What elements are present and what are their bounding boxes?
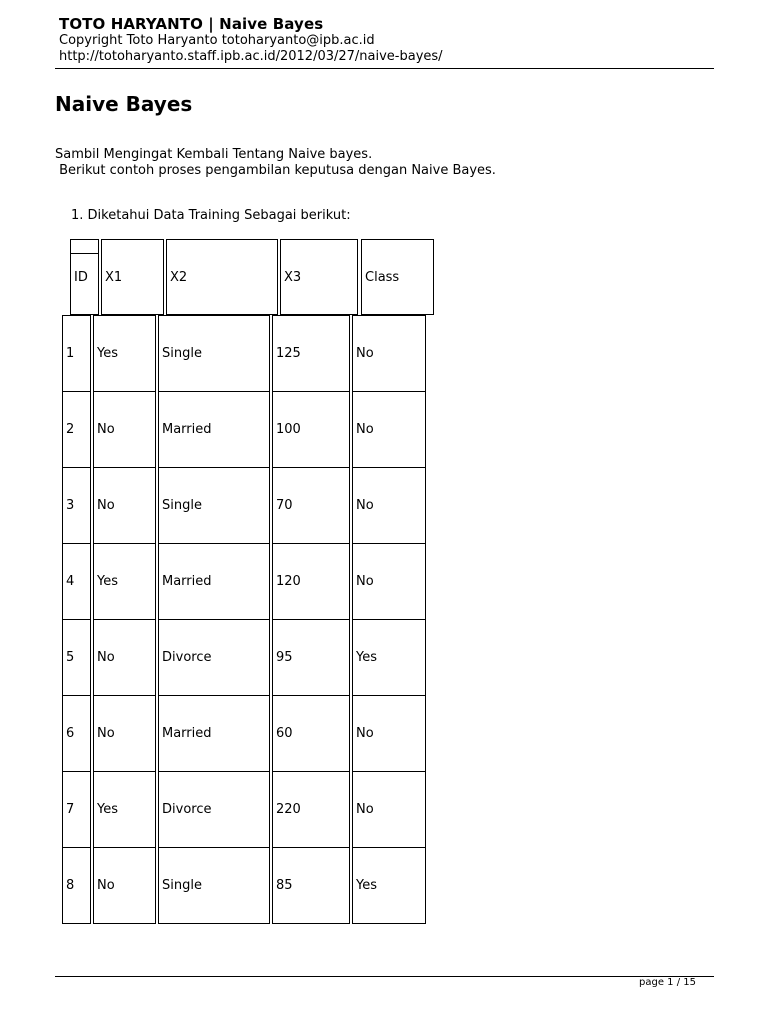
table-cell-value: No [97, 498, 115, 513]
table-cell-class [352, 619, 426, 696]
document-header-url: http://totoharyanto.staff.ipb.ac.id/2012/03/27/naive-bayes/ [59, 49, 443, 64]
table-header-id-top-box [70, 239, 99, 254]
table-cell-id [62, 315, 91, 392]
table-cell-value: 220 [276, 802, 301, 817]
table-cell-x2 [158, 391, 270, 468]
table-header-id-label: ID [74, 269, 88, 285]
table-cell-value: 4 [66, 574, 75, 589]
table-cell-value: Divorce [162, 650, 212, 665]
document-header-copyright: Copyright Toto Haryanto totoharyanto@ipb.ac.id [59, 33, 375, 48]
table-header-class-label: Class [365, 269, 400, 285]
table-cell-x1 [93, 315, 156, 392]
intro-line-2: Berikut contoh proses pengambilan keputusa dengan Naive Bayes. [55, 163, 496, 178]
table-cell-value: Yes [97, 346, 118, 361]
table-cell-x2 [158, 467, 270, 544]
table-cell-class [352, 847, 426, 924]
table-cell-value: 2 [66, 422, 75, 437]
table-cell-x3 [272, 543, 350, 620]
table-cell-value: 100 [276, 422, 301, 437]
table-cell-x2 [158, 847, 270, 924]
table-cell-value: 7 [66, 802, 75, 817]
table-cell-value: No [356, 726, 374, 741]
table-cell-x1 [93, 543, 156, 620]
table-cell-class [352, 543, 426, 620]
table-cell-value: Married [162, 726, 212, 741]
table-cell-value: Yes [356, 650, 377, 665]
table-header-x3-label: X3 [284, 269, 302, 285]
table-cell-class [352, 467, 426, 544]
table-cell-value: 1 [66, 346, 75, 361]
table-header-x1 [101, 239, 164, 315]
table-cell-value: 85 [276, 878, 293, 893]
table-header-x1-label: X1 [105, 269, 123, 285]
table-cell-value: 95 [276, 650, 293, 665]
table-cell-value: Single [162, 878, 202, 893]
intro-paragraph [55, 147, 496, 179]
table-cell-value: Single [162, 346, 202, 361]
table-cell-x1 [93, 467, 156, 544]
header-divider [55, 68, 714, 69]
table-cell-x3 [272, 467, 350, 544]
table-cell-value: 125 [276, 346, 301, 361]
table-cell-x3 [272, 847, 350, 924]
table-cell-value: 3 [66, 498, 75, 513]
table-cell-id [62, 771, 91, 848]
table-cell-value: Single [162, 498, 202, 513]
table-cell-value: Yes [97, 802, 118, 817]
footer-divider [55, 976, 714, 977]
document-header-title: TOTO HARYANTO | Naive Bayes [59, 15, 324, 33]
table-cell-x1 [93, 771, 156, 848]
table-cell-id [62, 619, 91, 696]
table-cell-value: No [97, 422, 115, 437]
table-cell-value: No [97, 878, 115, 893]
page-number: page 1 / 15 [639, 977, 696, 988]
table-cell-value: 8 [66, 878, 75, 893]
table-cell-x3 [272, 391, 350, 468]
table-cell-x1 [93, 391, 156, 468]
table-cell-x2 [158, 543, 270, 620]
table-header-x3 [280, 239, 358, 315]
table-cell-value: No [356, 422, 374, 437]
table-cell-value: 60 [276, 726, 293, 741]
table-cell-x2 [158, 315, 270, 392]
table-header-class [361, 239, 434, 315]
table-cell-value: 6 [66, 726, 75, 741]
table-cell-x2 [158, 619, 270, 696]
page-title: Naive Bayes [55, 92, 193, 116]
table-cell-value: No [356, 346, 374, 361]
table-cell-x1 [93, 695, 156, 772]
table-cell-id [62, 695, 91, 772]
table-cell-value: Yes [356, 878, 377, 893]
table-cell-id [62, 543, 91, 620]
table-cell-value: No [356, 574, 374, 589]
table-cell-value: 120 [276, 574, 301, 589]
table-cell-value: No [356, 498, 374, 513]
table-cell-value: Yes [97, 574, 118, 589]
table-cell-value: No [97, 726, 115, 741]
table-cell-x3 [272, 315, 350, 392]
table-header-x2-label: X2 [170, 269, 188, 285]
table-header-x2 [166, 239, 278, 315]
table-cell-id [62, 391, 91, 468]
list-item-1: 1. Diketahui Data Training Sebagai berikut: [71, 208, 351, 223]
table-cell-class [352, 315, 426, 392]
table-cell-class [352, 771, 426, 848]
table-cell-value: Married [162, 574, 212, 589]
table-cell-x2 [158, 771, 270, 848]
table-cell-x1 [93, 619, 156, 696]
table-cell-value: No [97, 650, 115, 665]
table-cell-value: 5 [66, 650, 75, 665]
table-cell-class [352, 391, 426, 468]
table-cell-class [352, 695, 426, 772]
intro-line-1: Sambil Mengingat Kembali Tentang Naive bayes. [55, 147, 373, 162]
table-cell-x1 [93, 847, 156, 924]
table-cell-value: Divorce [162, 802, 212, 817]
table-cell-x2 [158, 695, 270, 772]
table-cell-id [62, 847, 91, 924]
table-cell-value: No [356, 802, 374, 817]
table-cell-x3 [272, 771, 350, 848]
table-cell-id [62, 467, 91, 544]
table-cell-x3 [272, 619, 350, 696]
table-cell-value: Married [162, 422, 212, 437]
table-cell-value: 70 [276, 498, 293, 513]
table-cell-x3 [272, 695, 350, 772]
